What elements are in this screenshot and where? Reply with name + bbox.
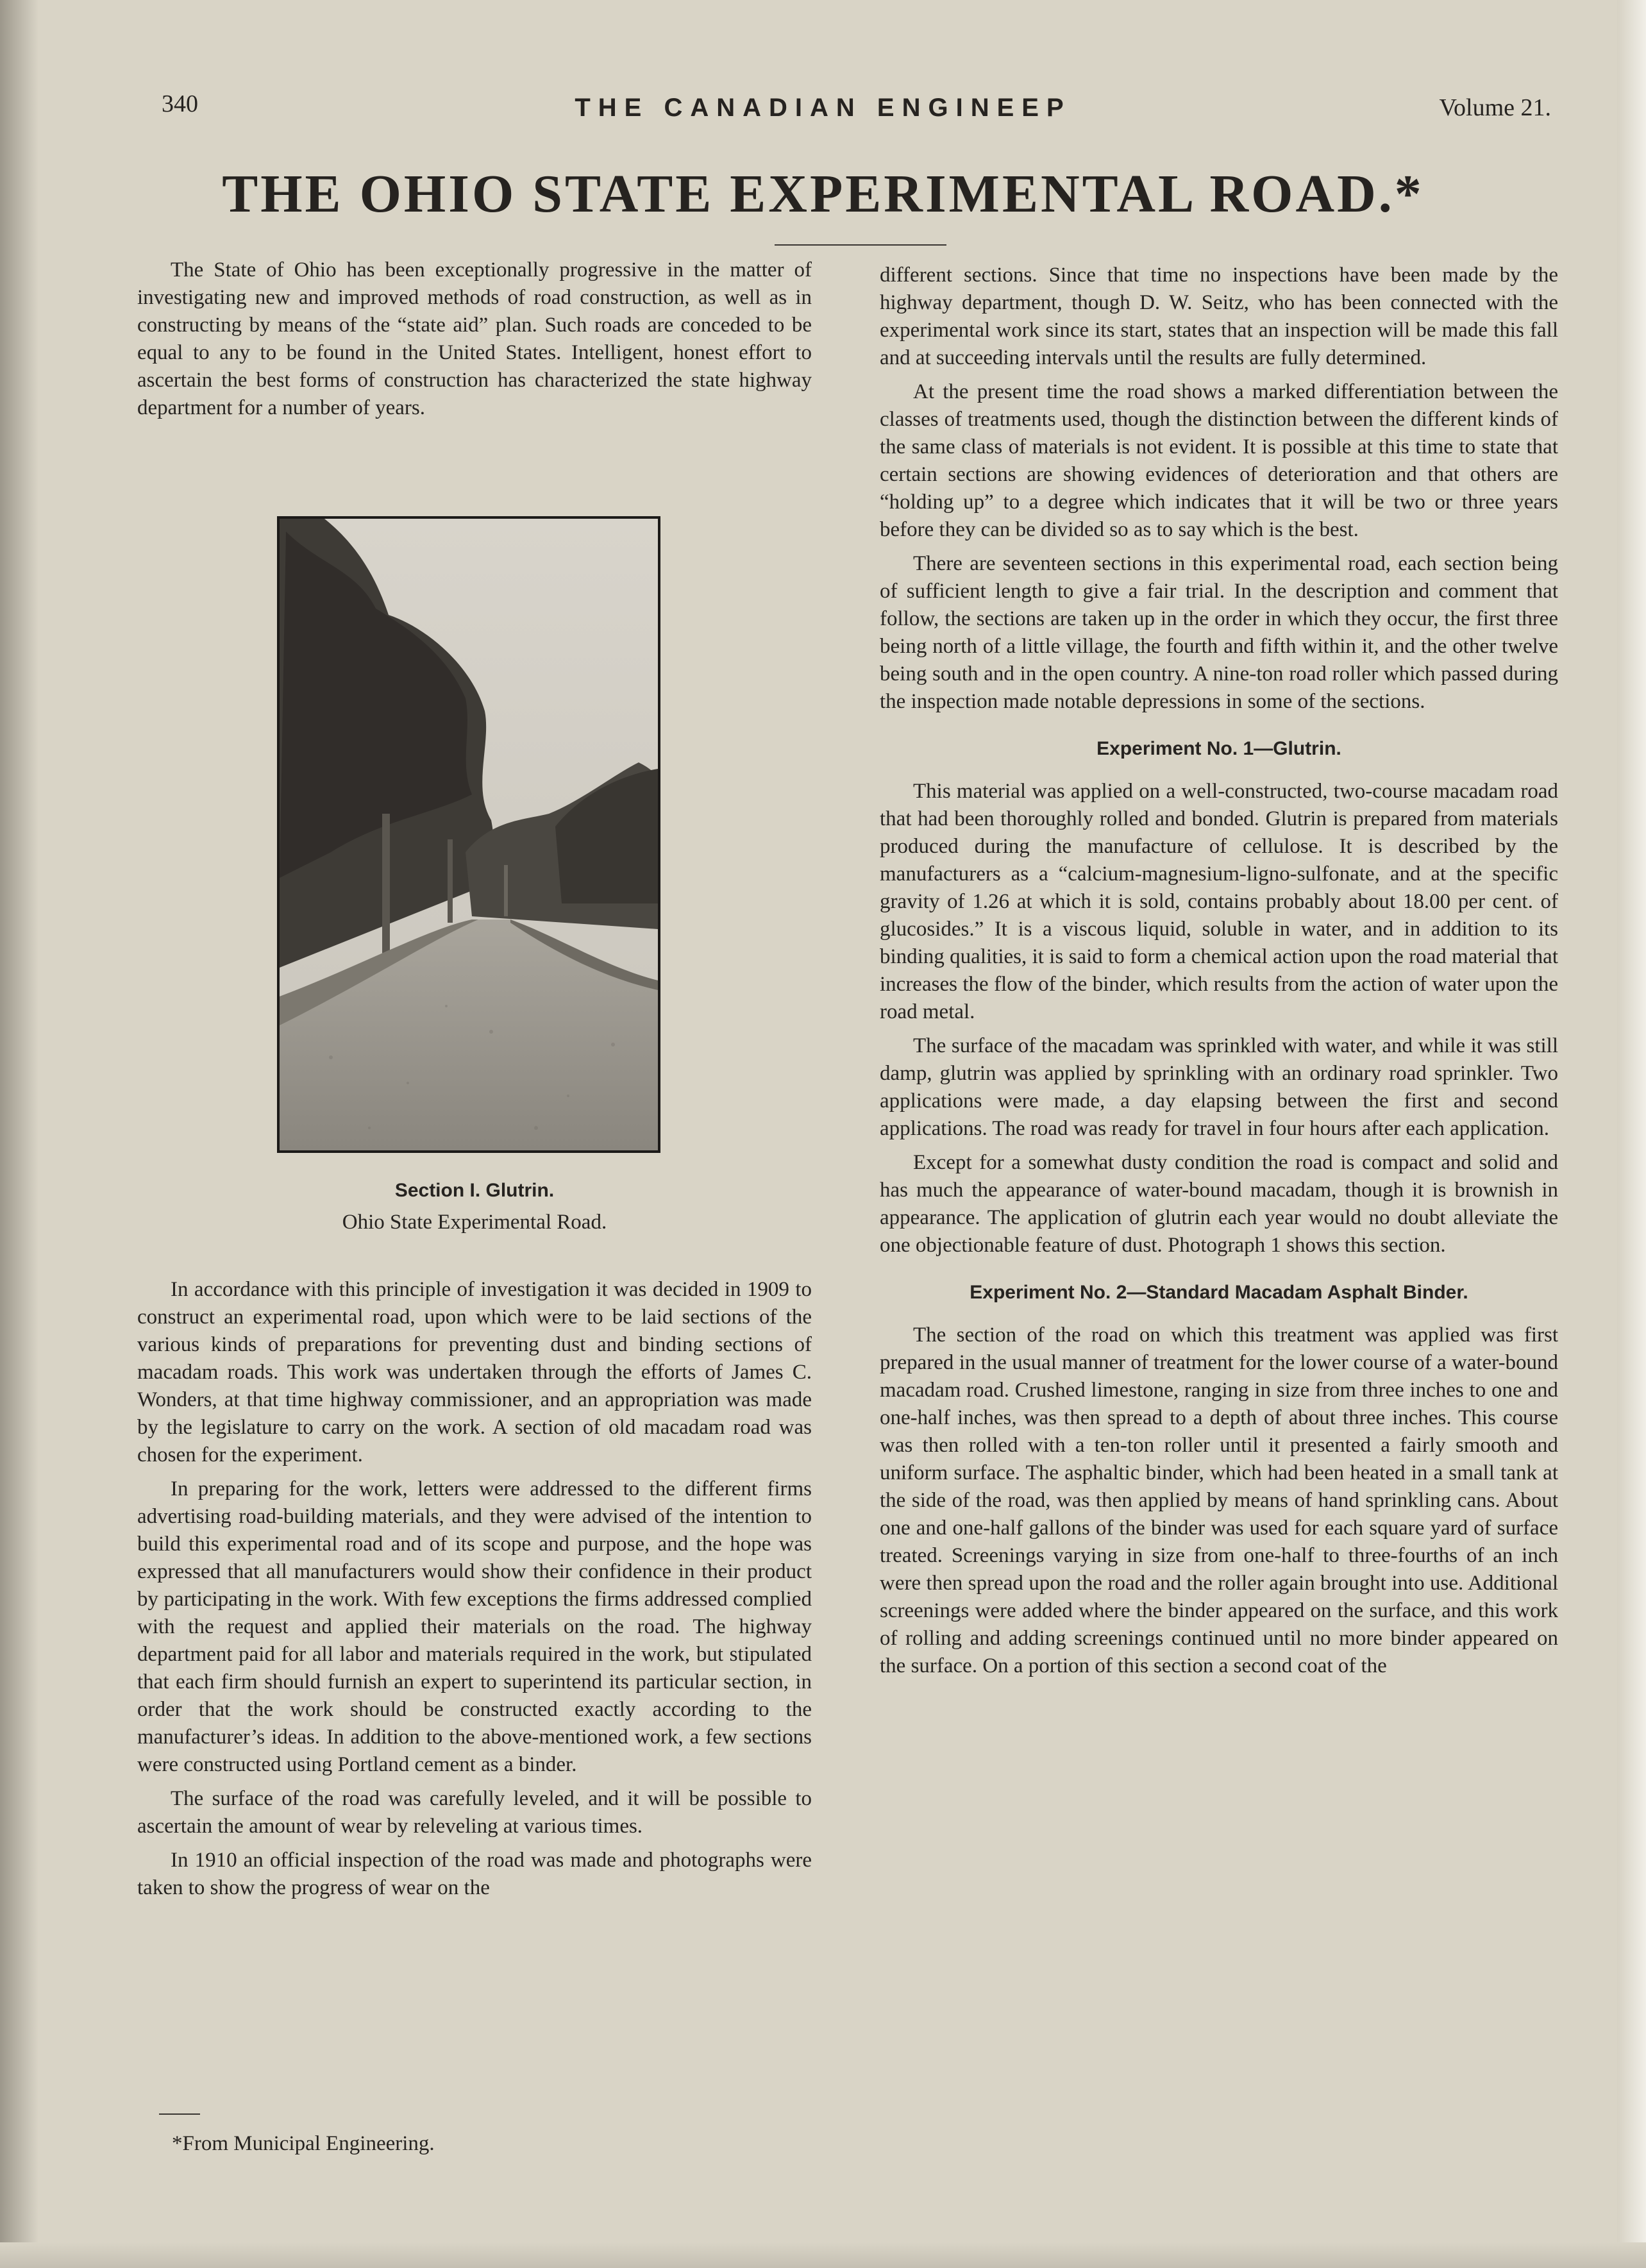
body-paragraph: At the present time the road shows a marked differentiation between the classes of treatments used, though the distinction between the different kinds of the same class of materials is not evident. It is possible at this time to state that certain sections are showing evidences of deterioration and that others are “holding up” to a degree which indicates that it will be two or three years before they can be divided so as to say which is the best. — [880, 380, 1558, 541]
gutter-shadow — [0, 0, 38, 2268]
left-column-body — [137, 1276, 812, 1908]
body-paragraph: There are seventeen sections in this experimental road, each section being of sufficient length to give a fair trial. In the description and comment that follow, the sections are taken up in the order in which they occur, the first three being north of a little village, the fourth and fifth within it, and the other twelve being south and in the open country. A nine-ton road roller which passed during the inspection made notable depressions in some of the sections. — [880, 552, 1558, 713]
left-column-intro — [137, 256, 812, 428]
page-edge — [1617, 0, 1646, 2268]
body-paragraph: different sections. Since that time no inspections have been made by the highway department, though D. W. Seitz, who has been connected with the experimental work since its start, states that an inspection will be made this fall and at succeeding intervals until the results are fully determined. — [880, 264, 1558, 369]
body-paragraph: The section of the road on which this treatment was applied was first prepared in the usual manner of treatment for the lower course of a water-bound macadam road. Crushed limestone, ranging in size from three inches to one and one-half inches, was then spread to a depth of about three inches. This course was then rolled with a ten-ton roller until it presented a fairly smooth and uniform surface. The asphaltic binder, which had been heated in a small tank at the side of the road, was then applied by means of hand sprinkling cans. About one and one-half gallons of the binder was used for each square yard of surface treated. Screenings varying in size from one-half to three-fourths of an inch were then spread upon the road and the roller again brought into use. Additional screenings were added where the binder appeared on the surface, and this work of rolling and adding screenings continued until no more binder appeared on the surface. On a portion of this section a second coat of the — [880, 1323, 1558, 1677]
road-photograph — [277, 516, 660, 1153]
journal-title: THE CANADIAN ENGINEEP — [575, 94, 1071, 122]
right-column — [880, 262, 1558, 1686]
figure-caption-subtitle: Ohio State Experimental Road. — [342, 1211, 607, 1234]
body-paragraph: The surface of the road was carefully leveled, and it will be possible to ascertain the amount of wear by releveling at various times. — [137, 1787, 812, 1838]
experiment-1-heading: Experiment No. 1—Glutrin. — [1096, 738, 1341, 759]
page-bottom-edge — [0, 2242, 1646, 2268]
experiment-2-heading: Experiment No. 2—Standard Macadam Asphalt Binder. — [970, 1282, 1468, 1303]
figure-caption-title: Section I. Glutrin. — [394, 1180, 555, 1201]
body-paragraph: The surface of the macadam was sprinkled with water, and while it was still damp, glutrin was applied by sprinkling with an ordinary road sprinkler. Two applications were made, a day elapsing between the first and second applications. The road was ready for travel in four hours after each application. — [880, 1034, 1558, 1140]
footnote: *From Municipal Engineering. — [172, 2132, 435, 2155]
body-paragraph: Except for a somewhat dusty condition the road is compact and solid and has much the appearance of water-bound macadam, though it is brownish in appearance. The application of glutrin each year would no doubt alleviate the one objectionable feature of dust. Photograph 1 shows this section. — [880, 1151, 1558, 1257]
body-paragraph: In preparing for the work, letters were addressed to the different firms advertising road-building materials, and they were advised of the intention to build this experimental road and of its scope and purpose, and the hope was expressed that all manufacturers would show their confidence in their product by participating in the work. With few exceptions the firms addressed complied with the request and applied their materials on the road. The highway department paid for all labor and materials required in the work, but stipulated that each firm should furnish an expert to superintend its particular section, in order that the work should be constructed exactly according to the manufacturer’s ideas. In addition to the above-mentioned work, a few sections were constructed using Portland cement as a binder. — [137, 1477, 812, 1776]
road-photo-image — [280, 519, 658, 1150]
article-title: THE OHIO STATE EXPERIMENTAL ROAD.* — [222, 164, 1424, 224]
intro-paragraph: The State of Ohio has been exceptionally progressive in the matter of investigating new and improved methods of road construction, as well as in constructing by means of the “state aid” plan. Such roads are conceded to be equal to any to be found in the United States. Intelligent, honest effort to ascertain the best forms of construction has characterized the state highway department for a number of years. — [137, 258, 812, 419]
body-paragraph: In 1910 an official inspection of the road was made and photographs were taken to show the progress of wear on the — [137, 1849, 812, 1899]
page-number: 340 — [162, 90, 198, 117]
footnote-rule — [159, 2113, 200, 2115]
title-rule — [775, 244, 946, 246]
body-paragraph: In accordance with this principle of investigation it was decided in 1909 to construct an experimental road, upon which were to be laid sections of the various kinds of preparations for preventing dust and binding sections of macadam roads. This work was undertaken through the efforts of James C. Wonders, at that time highway commissioner, and an appropriation was made by the legislature to carry on the work. A section of old macadam road was chosen for the experiment. — [137, 1278, 812, 1466]
volume-label: Volume 21. — [1439, 94, 1551, 121]
body-paragraph: This material was applied on a well-constructed, two-course macadam road that had been thoroughly rolled and bonded. Glutrin is prepared from materials produced during the manufacture of cellulose. It is described by the manufacturers as a “calcium-magnesium-ligno-sulfonate, and at the specific gravity of 1.26 at which it is sold, contains probably about 18.00 per cent. of glucosides.” It is a viscous liquid, soluble in water, and in addition to its binding qualities, it is said to form a chemical action upon the road material that increases the flow of the binder, which results from the action of water upon the road metal. — [880, 780, 1558, 1023]
